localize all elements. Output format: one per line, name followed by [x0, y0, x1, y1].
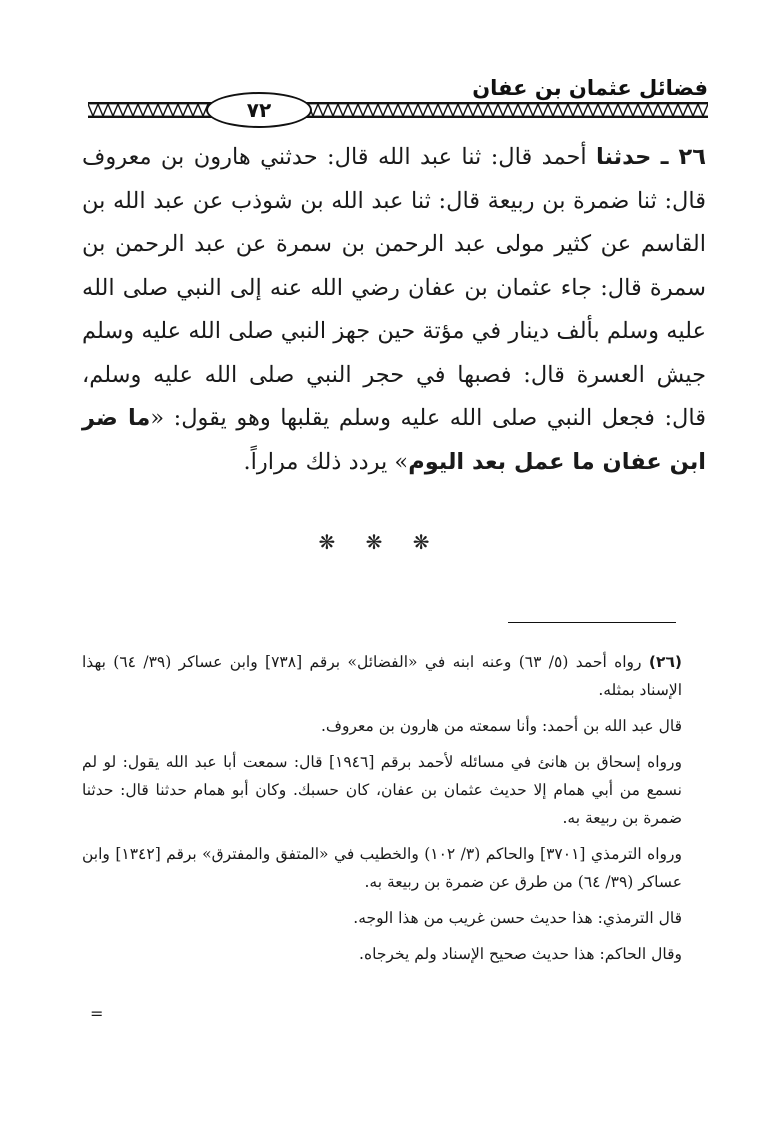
hadith-text: أحمد قال: ثنا عبد الله قال: حدثني هارون بن معروف قال: ثنا ضمرة بن ربيعة قال: ثنا عبد الله بن شوذب عن عبد الله بن القاسم عن كثير مولى عبد الرحمن بن سمرة عن عبد الرحمن بن سمرة قال: جاء عثمان بن عفان رضي الله عنه إلى النبي صلى الله عليه وسلم بألف دينار في مؤتة حين جهز النبي صلى الله عليه وسلم جيش العسرة قال: فصبها في حجر النبي صلى الله عليه وسلم، قال: فجعل النبي صلى الله عليه وسلم يقلبها وهو يقول: « [82, 144, 706, 431]
decorative-header-rule [88, 102, 708, 118]
footnote-divider [508, 622, 676, 623]
footnote-paragraph [82, 648, 682, 704]
hadith-body [82, 136, 706, 484]
footnote-paragraph: وقال الحاكم: هذا حديث صحيح الإسناد ولم يخرجاه. [359, 945, 682, 963]
footnotes [82, 648, 682, 976]
section-separator: ❋ ❋ ❋ [318, 530, 442, 554]
hadith-closing: » يردد ذلك مراراً. [243, 448, 409, 475]
footnote-text: رواه أحمد (٥/ ٦٣) وعنه ابنه في «الفضائل» برقم [٧٣٨] وابن عساكر (٣٩/ ٦٤) بهذا الإسناد بمثله. [82, 653, 682, 699]
page-number-oval [206, 92, 312, 128]
hadith-quote: ما ضر ابن عفان ما عمل بعد اليوم [82, 405, 706, 475]
hadith-chain-lead: حدثنا [596, 144, 652, 170]
footnote-paragraph: قال الترمذي: هذا حديث حسن غريب من هذا الوجه. [353, 909, 682, 927]
page-number: ٧٢ [246, 98, 272, 122]
page-header [88, 70, 708, 120]
hadith-number: ٢٦ ـ [660, 144, 706, 170]
continuation-mark: = [90, 1004, 104, 1023]
footnote-number: (٢٦) [648, 653, 683, 671]
footnote-paragraph: ورواه الترمذي [٣٧٠١] والحاكم (٣/ ١٠٢) والخطيب في «المتفق والمفترق» برقم [١٣٤٢] وابن عساكر (٣٩/ ٦٤) من طرق عن ضمرة بن ربيعة به. [82, 845, 682, 891]
footnote-paragraph: قال عبد الله بن أحمد: وأنا سمعته من هارون بن معروف. [320, 717, 682, 735]
running-title: فضائل عثمان بن عفان [472, 76, 708, 100]
footnote-paragraph: ورواه إسحاق بن هانئ في مسائله لأحمد برقم [١٩٤٦] قال: سمعت أبا عبد الله يقول: لو لم نسمع من أبي همام إلا حديث عثمان بن عفان، كان حسبك. وكان أبو همام حدثنا قال: حدثنا ضمرة بن ربيعة به. [82, 753, 683, 827]
